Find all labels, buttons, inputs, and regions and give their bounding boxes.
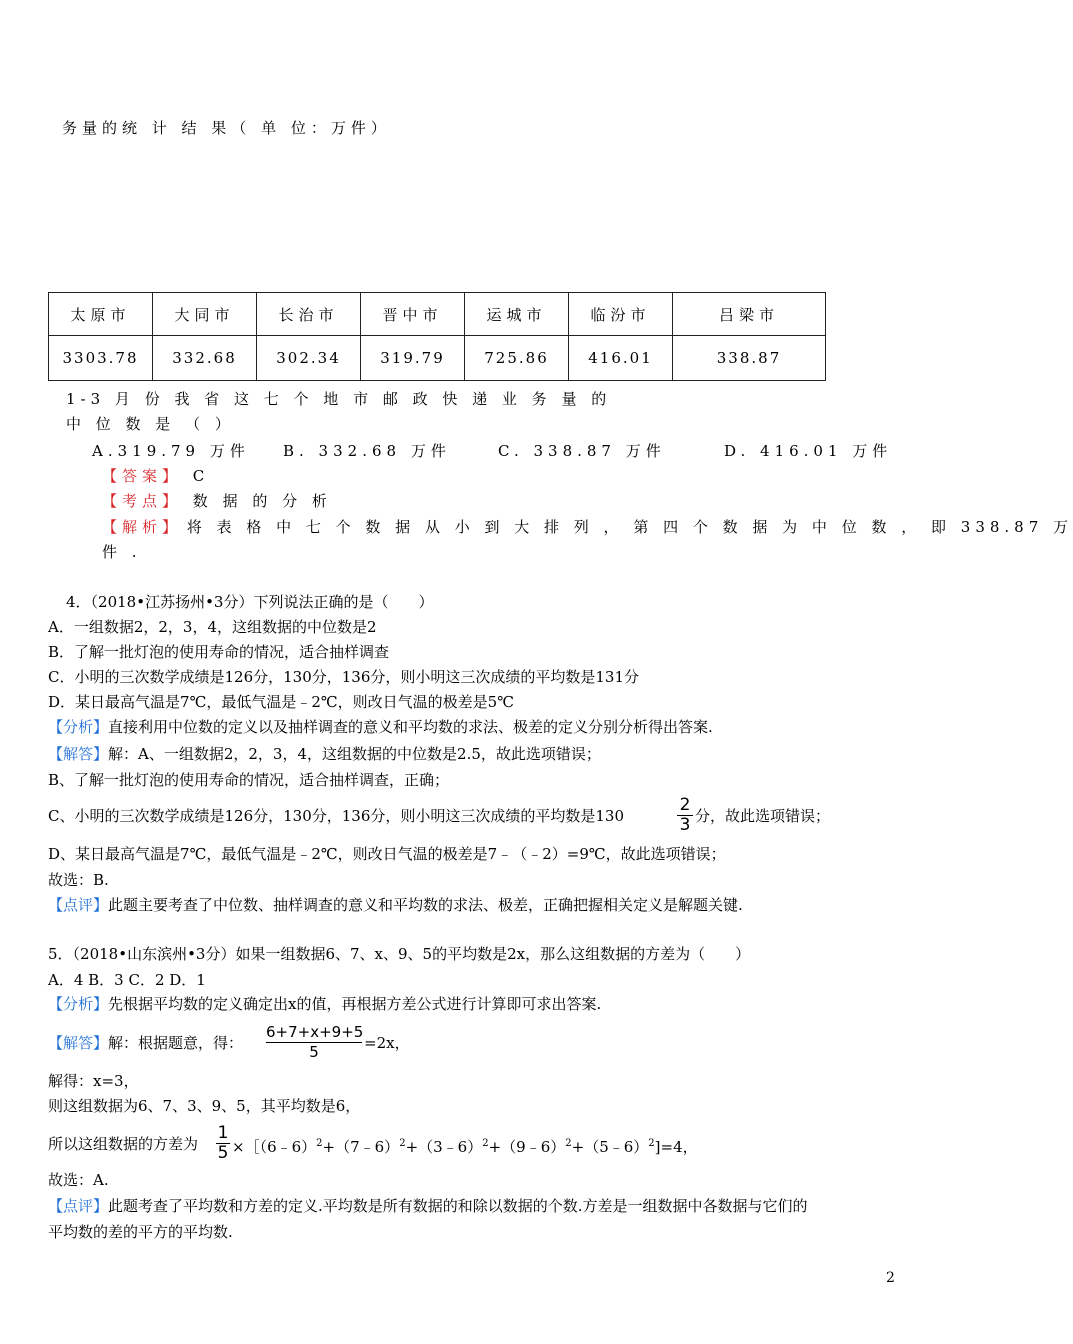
q5-stem: 5．（2018•山东滨州•3分）如果一组数据6、7、x、9、5的平均数是2x，那么这组数据的方差为（ ） [48, 945, 751, 963]
table-header-row [49, 293, 826, 336]
q3-option-c: C. 338.87 万件 [498, 442, 666, 460]
q5-comment [48, 1196, 808, 1216]
fraction-numerator: 1 [217, 1123, 229, 1143]
q4-solution-a [48, 744, 601, 764]
q4-analysis [48, 717, 713, 737]
table-cell: 725.86 [465, 336, 569, 381]
q3-option-b: B. 332.68 万件 [283, 442, 451, 460]
q5-choice: 故选：A. [48, 1171, 109, 1189]
q4-solution-c [48, 806, 624, 826]
point-tag: 【考点】 [102, 492, 183, 510]
q3-stem-line2: 中 位 数 是 （ ） [66, 415, 235, 433]
comment-tag: 【点评】 [48, 1197, 109, 1215]
q4-solution-d: D、某日最高气温是7℃，最低气温是﹣2℃，则改日气温的极差是7﹣（﹣2）=9℃，故此选项错误； [48, 845, 726, 863]
answer-tag: 【答案】 [102, 467, 183, 485]
solution-intro: 解：根据题意，得： [108, 1034, 244, 1052]
fraction-denominator: 3 [679, 815, 691, 835]
q3-option-d: D. 416.01 万件 [724, 442, 893, 460]
equation-fraction [266, 1023, 362, 1062]
q5-variance-expression [232, 1134, 698, 1157]
q4-stem: 4．（2018•江苏扬州•3分）下列说法正确的是（ ） [66, 593, 434, 611]
variance-term: +（9﹣6） [488, 1138, 566, 1156]
fraction-denominator: 5 [309, 1043, 319, 1061]
table-header-cell: 晋中市 [361, 293, 465, 336]
intro-caption: 务量的统 计 结 果（ 单 位：万件） [62, 119, 391, 137]
solution-tag: 【解答】 [48, 745, 109, 763]
fraction-numerator: 6+7+x+9+5 [266, 1023, 364, 1041]
equation-rhs: =2x， [364, 1034, 410, 1052]
table-header-cell: 大同市 [153, 293, 257, 336]
table-header-cell: 临汾市 [569, 293, 673, 336]
solution-c-text: C、小明的三次数学成绩是126分，130分，136分，则小明这三次成绩的平均数是130 [48, 807, 625, 825]
variance-term: +（7﹣6） [322, 1138, 400, 1156]
q4-option-d: D．某日最高气温是7℃，最低气温是﹣2℃，则改日气温的极差是5℃ [48, 693, 514, 711]
q4-option-a: A．一组数据2，2，3，4，这组数据的中位数是2 [48, 618, 377, 636]
stats-table [48, 292, 826, 381]
q5-analysis [48, 994, 601, 1014]
analysis-text: 将 表 格 中 七 个 数 据 从 小 到 大 排 列 ， 第 四 个 数 据 为 中 位 数 ， 即 338.87 万 [186, 518, 1073, 536]
table-cell: 338.87 [673, 336, 826, 381]
exponent: 2 [399, 1138, 406, 1149]
table-header-cell: 太原市 [49, 293, 153, 336]
solution-tag: 【解答】 [48, 1034, 109, 1052]
variance-end: ]=4， [654, 1138, 698, 1156]
table-row [49, 336, 826, 381]
exponent: 2 [482, 1138, 489, 1149]
point-text: 数 据 的 分 析 [192, 492, 332, 510]
q3-analysis-line2: 件 . [102, 543, 142, 561]
q5-comment-line2: 平均数的差的平方的平均数. [48, 1223, 233, 1241]
table-header-cell: 吕梁市 [673, 293, 826, 336]
fraction-denominator: 5 [217, 1143, 229, 1163]
q4-option-c: C．小明的三次数学成绩是126分，130分，136分，则小明这三次成绩的平均数是131分 [48, 668, 640, 686]
analysis-text: 先根据平均数的定义确定出x的值，再根据方差公式进行计算即可求出答案. [108, 995, 602, 1013]
analysis-text: 直接利用中位数的定义以及抽样调查的意义和平均数的求法、极差的定义分别分析得出答案. [108, 718, 713, 736]
q5-solve: 解得：x=3， [48, 1072, 139, 1090]
variance-term: +（5﹣6） [571, 1138, 649, 1156]
table-cell: 3303.78 [49, 336, 153, 381]
q5-options: A．4 B．3 C．2 D．1 [48, 971, 206, 989]
fraction-one-fifth [216, 1124, 230, 1163]
solution-text: 解：A、一组数据2，2，3，4，这组数据的中位数是2.5，故此选项错误； [108, 745, 601, 763]
q3-analysis [102, 517, 1073, 537]
table-cell: 302.34 [257, 336, 361, 381]
comment-tag: 【点评】 [48, 896, 109, 914]
table-header-cell: 长治市 [257, 293, 361, 336]
analysis-tag: 【解析】 [102, 518, 183, 536]
exponent: 2 [648, 1138, 655, 1149]
q5-variance-prefix: 所以这组数据的方差为 [48, 1135, 199, 1153]
fraction-numerator: 2 [677, 796, 693, 816]
q4-choice: 故选：B. [48, 871, 109, 889]
q3-stem-line1: 1-3 月 份 我 省 这 七 个 地 市 邮 政 快 递 业 务 量 的 [66, 390, 612, 408]
q3-answer [102, 466, 204, 486]
table-cell: 319.79 [361, 336, 465, 381]
exponent: 2 [316, 1138, 323, 1149]
answer-value: C [192, 467, 205, 485]
q4-comment [48, 895, 743, 915]
page-number: 2 [886, 1270, 895, 1286]
q5-solution [48, 1033, 243, 1053]
fraction-two-thirds [677, 796, 693, 835]
table-cell: 416.01 [569, 336, 673, 381]
q5-data: 则这组数据为6、7、3、9、5，其平均数是6， [48, 1097, 361, 1115]
q3-point [102, 491, 332, 511]
q4-solution-c-suffix: 分，故此选项错误； [695, 807, 831, 825]
q4-solution-b: B、了解一批灯泡的使用寿命的情况，适合抽样调查，正确； [48, 771, 450, 789]
q4-option-b: B．了解一批灯泡的使用寿命的情况，适合抽样调查 [48, 643, 390, 661]
q3-option-a: A.319.79 万件 [92, 442, 250, 460]
variance-term: ×［（6﹣6） [232, 1138, 317, 1156]
analysis-tag: 【分析】 [48, 995, 109, 1013]
comment-text: 此题考查了平均数和方差的定义.平均数是所有数据的和除以数据的个数.方差是一组数据中各数据与它们的 [108, 1197, 808, 1215]
variance-term: +（3﹣6） [405, 1138, 483, 1156]
table-header-cell: 运城市 [465, 293, 569, 336]
analysis-tag: 【分析】 [48, 718, 109, 736]
comment-text: 此题主要考查了中位数、抽样调查的意义和平均数的求法、极差，正确把握相关定义是解题关键. [108, 896, 743, 914]
table-cell: 332.68 [153, 336, 257, 381]
exponent: 2 [565, 1138, 572, 1149]
